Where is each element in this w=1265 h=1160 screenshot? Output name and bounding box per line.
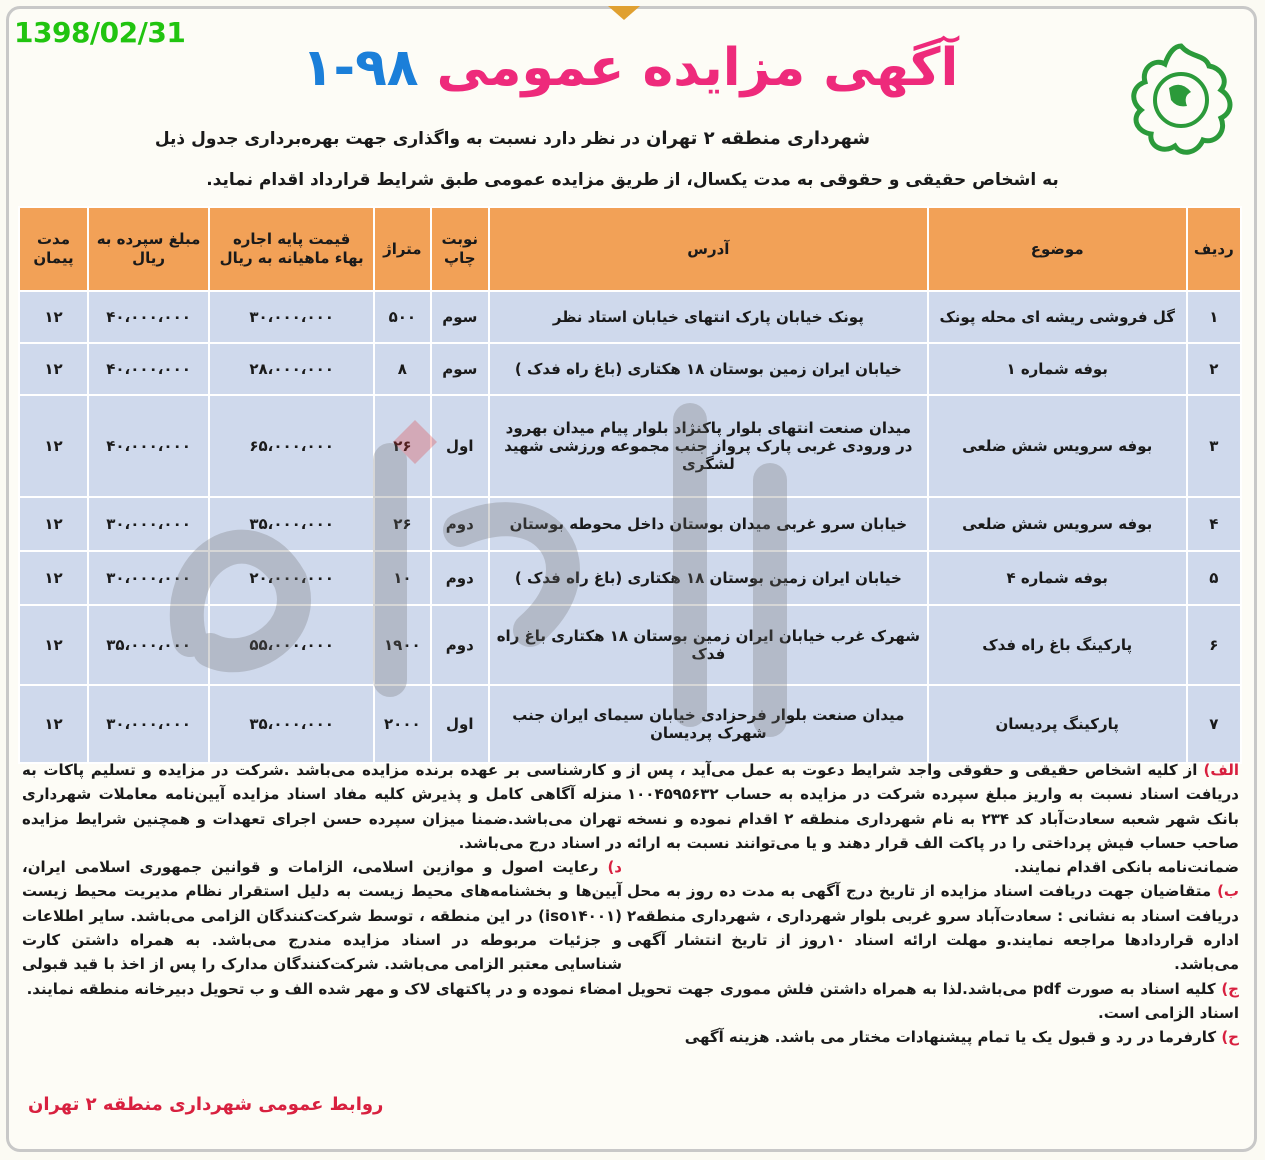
table-row <box>19 605 1241 685</box>
terms-right-column <box>627 758 1239 1050</box>
footer-signature: روابط عمومی شهرداری منطقه ۲ تهران <box>28 1094 384 1115</box>
cell-print: اول <box>431 685 489 763</box>
term-label: ج) <box>1221 979 1239 998</box>
cell-row-number: ۴ <box>1187 497 1241 551</box>
cell-row-number: ۷ <box>1187 685 1241 763</box>
cell-subject: پارکینگ باغ راه فدک <box>928 605 1187 685</box>
header-area: متراژ <box>374 207 430 291</box>
cell-address: میدان صنعت بلوار فرحزادی خیابان سیمای ایران جنب شهرک پردیسان <box>489 685 928 763</box>
cell-print: سوم <box>431 343 489 395</box>
header-subject: موضوع <box>928 207 1187 291</box>
cell-subject: پارکینگ پردیسان <box>928 685 1187 763</box>
cell-area: ۵۰۰ <box>374 291 430 343</box>
cell-term: ۱۲ <box>19 551 88 605</box>
term-item <box>627 758 1239 879</box>
cell-print: سوم <box>431 291 489 343</box>
cell-base-price: ۳۵،۰۰۰،۰۰۰ <box>209 497 374 551</box>
cell-row-number: ۵ <box>1187 551 1241 605</box>
cell-deposit: ۳۰،۰۰۰،۰۰۰ <box>88 551 209 605</box>
term-text: کارفرما در رد و قبول یک یا تمام پیشنهادات مختار می باشد. هزینه آگهی <box>684 1028 1217 1047</box>
intro-line-2: به اشخاص حقیقی و حقوقی به مدت یکسال، از طریق مزایده عمومی طبق شرایط قرارداد اقدام نماید. <box>206 170 1059 190</box>
table-row <box>19 291 1241 343</box>
title-number: ۹۸-۱ <box>301 38 419 98</box>
term-label: ب) <box>1217 882 1239 901</box>
cell-deposit: ۳۰،۰۰۰،۰۰۰ <box>88 497 209 551</box>
cell-row-number: ۶ <box>1187 605 1241 685</box>
term-item <box>627 1025 1239 1049</box>
table-row <box>19 395 1241 497</box>
notice-title <box>200 38 1060 98</box>
cell-area: ۲۶ <box>374 395 430 497</box>
cell-address: خیابان ایران زمین بوستان ۱۸ هکتاری (باغ راه فدک ) <box>489 343 928 395</box>
cell-deposit: ۳۰،۰۰۰،۰۰۰ <box>88 685 209 763</box>
term-item <box>22 855 622 1001</box>
publish-date: 1398/02/31 <box>14 16 186 49</box>
cell-address: میدان صنعت انتهای بلوار پاکنژاد بلوار پیام میدان بهرود در ورودی غربی پارک پرواز جنب مجموعه ورزشی شهید لشگری <box>489 395 928 497</box>
cell-deposit: ۴۰،۰۰۰،۰۰۰ <box>88 291 209 343</box>
cell-area: ۲۶ <box>374 497 430 551</box>
term-text: رعایت اصول و موازین اسلامی، الزامات و قوانین جمهوری اسلامی ایران، آیین‌ها و بخشنامه‌های محیط زیست به دلیل استقرار نظام مدیریت محیط زیست (iso۱۴۰۰۱) در این منطقه ، توسط شرکت‌کنندگان الزامی می‌باشد. سایر اطلاعات و جزئیات مربوطه در اسناد مزایده مندرج می‌باشد. به همراه داشتن کارت شناسایی معتبر الزامی می‌باشد. شرکت‌کنندگان مدارک را پس از اخذ با قید قبولی امضاء نموده و در پاکتهای لاک و مهر شده الف و ب تحویل دبیرخانه منطقه نمایند. <box>22 858 622 998</box>
intro-line-1 <box>40 128 985 151</box>
cell-base-price: ۶۵،۰۰۰،۰۰۰ <box>209 395 374 497</box>
cell-term: ۱۲ <box>19 291 88 343</box>
cell-area: ۲۰۰۰ <box>374 685 430 763</box>
cell-deposit: ۴۰،۰۰۰،۰۰۰ <box>88 395 209 497</box>
cell-address: پونک خیابان پارک انتهای خیابان استاد نظر <box>489 291 928 343</box>
cell-term: ۱۲ <box>19 497 88 551</box>
cell-subject: بوفه شماره ۴ <box>928 551 1187 605</box>
header-term: مدت پیمان <box>19 207 88 291</box>
terms-left-column <box>22 758 622 1001</box>
header-deposit: مبلغ سپرده به ریال <box>88 207 209 291</box>
title-main: آگهی مزایده عمومی <box>436 38 959 98</box>
cell-base-price: ۲۰،۰۰۰،۰۰۰ <box>209 551 374 605</box>
cell-address: خیابان ایران زمین بوستان ۱۸ هکتاری (باغ راه فدک ) <box>489 551 928 605</box>
cell-subject: بوفه سرویس شش ضلعی <box>928 497 1187 551</box>
top-notch-marker <box>608 6 640 20</box>
cell-print: دوم <box>431 605 489 685</box>
auction-table <box>18 206 1242 764</box>
header-row-number: ردیف <box>1187 207 1241 291</box>
term-label: ح) <box>1221 1028 1239 1047</box>
cell-term: ۱۲ <box>19 605 88 685</box>
cell-base-price: ۲۸،۰۰۰،۰۰۰ <box>209 343 374 395</box>
cell-address: شهرک غرب خیابان ایران زمین بوستان ۱۸ هکتاری باغ راه فدک <box>489 605 928 685</box>
tehran-municipality-logo <box>1121 40 1241 160</box>
cell-print: دوم <box>431 551 489 605</box>
cell-area: ۱۹۰۰ <box>374 605 430 685</box>
term-text: و کارشناسی بر عهده برنده مزایده می‌باشد .شرکت در مزایده و تسلیم پاکات به منزله آگاهی کامل و پذیرش کلیه مفاد اسناد مزایده آیین‌نامه معاملات شهرداری تهران می‌باشد.ضمنا میزان سپرده حسن اجرای تعهدات و همچنین شرایط مزایده در اسناد درج می‌باشد. <box>22 761 622 852</box>
cell-deposit: ۴۰،۰۰۰،۰۰۰ <box>88 343 209 395</box>
cell-row-number: ۲ <box>1187 343 1241 395</box>
header-address: آدرس <box>489 207 928 291</box>
cell-subject: بوفه شماره ۱ <box>928 343 1187 395</box>
term-text: کلیه اسناد به صورت pdf می‌باشد.لذا به همراه داشتن فلش مموری جهت تحویل اسناد الزامی است. <box>627 979 1239 1022</box>
cell-print: دوم <box>431 497 489 551</box>
cell-area: ۱۰ <box>374 551 430 605</box>
term-item <box>627 977 1239 1026</box>
intro-org: شهرداری منطقه ۲ تهران <box>646 128 871 149</box>
intro-line1-rest: در نظر دارد نسبت به واگذاری جهت بهره‌برداری جدول ذیل <box>154 129 641 149</box>
header-print: نوبت چاپ <box>431 207 489 291</box>
term-item <box>22 758 622 855</box>
cell-address: خیابان سرو غربی میدان بوستان داخل محوطه بوستان <box>489 497 928 551</box>
cell-base-price: ۵۵،۰۰۰،۰۰۰ <box>209 605 374 685</box>
cell-term: ۱۲ <box>19 395 88 497</box>
term-label: الف) <box>1203 761 1239 779</box>
term-text: از کلیه اشخاص حقیقی و حقوقی واجد شرایط دعوت به عمل می‌آید ، پس از دریافت اسناد نسبت به واریز مبلغ سپرده شرکت در مزایده به حساب ۱۰۰۴۵۹۵۶۳۲ بانک شهر شعبه سعادت‌آباد کد ۲۳۴ به نام شهرداری منطقه ۲ اقدام نموده و نسخه صاحب حساب فیش پرداختی را در پاکت الف قرار دهند و یا می‌توانند نسبت به ارائه ضمانت‌نامه بانکی اقدام نمایند. <box>627 761 1239 877</box>
header-base-price: قیمت پایه اجاره بهاء ماهیانه به ریال <box>209 207 374 291</box>
cell-row-number: ۳ <box>1187 395 1241 497</box>
cell-base-price: ۳۰،۰۰۰،۰۰۰ <box>209 291 374 343</box>
term-text: متقاضیان جهت دریافت اسناد مزایده از تاریخ درج آگهی به مدت ده روز به محل دریافت اسناد به نشانی : سعادت‌آباد سرو غربی بلوار شهرداری ، شهرداری منطقه۲ اداره قراردادها مراجعه نمایند.و مهلت ارائه اسناد ۱۰روز از تاریخ انتشار آگهی می‌باشد. <box>627 882 1240 974</box>
cell-deposit: ۳۵،۰۰۰،۰۰۰ <box>88 605 209 685</box>
cell-row-number: ۱ <box>1187 291 1241 343</box>
cell-term: ۱۲ <box>19 685 88 763</box>
table-row <box>19 497 1241 551</box>
cell-subject: بوفه سرویس شش ضلعی <box>928 395 1187 497</box>
cell-area: ۸ <box>374 343 430 395</box>
table-row <box>19 343 1241 395</box>
table-row <box>19 685 1241 763</box>
cell-term: ۱۲ <box>19 343 88 395</box>
term-item <box>627 879 1239 976</box>
table-row <box>19 551 1241 605</box>
table-header-row <box>19 207 1241 291</box>
term-label: د) <box>607 858 622 877</box>
cell-print: اول <box>431 395 489 497</box>
cell-subject: گل فروشی ریشه ای محله پونک <box>928 291 1187 343</box>
cell-base-price: ۳۵،۰۰۰،۰۰۰ <box>209 685 374 763</box>
